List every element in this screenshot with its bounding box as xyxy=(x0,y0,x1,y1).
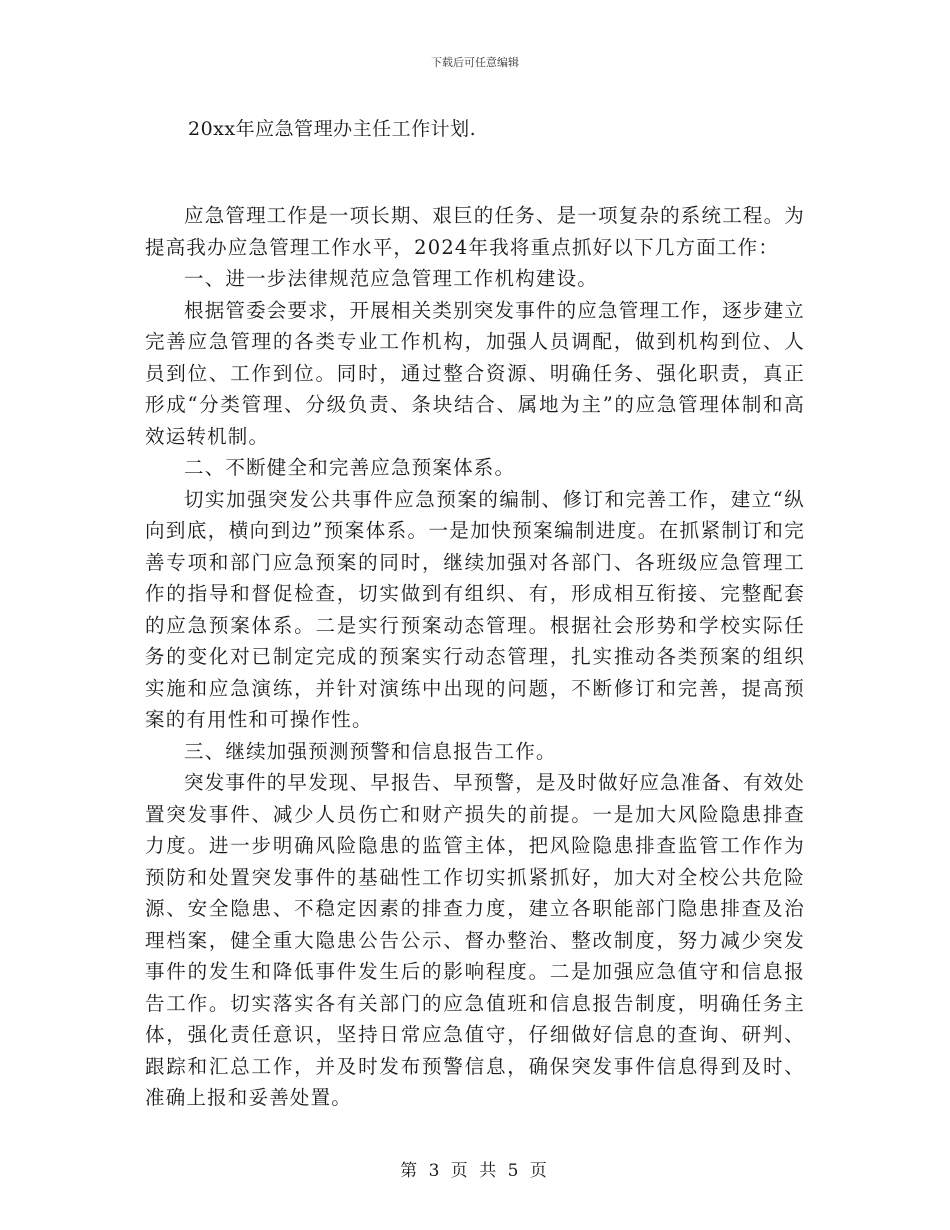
paragraph-intro: 应急管理工作是一项长期、艰巨的任务、是一项复杂的系统工程。为提高我办应急管理工作水平，2024年我将重点抓好以下几方面工作： xyxy=(145,204,806,259)
paragraph-section-3: 突发事件的早发现、早报告、早预警，是及时做好应急准备、有效处置突发事件、减少人员伤亡和财产损失的前提。一是加大风险隐患排查力度。进一步明确风险隐患的监管主体，把风险隐患排查监管工作作为预防和处置突发事件的基础性工作切实抓紧抓好，加大对全校公共危险源、安全隐患、不稳定因素的排查力度，建立各职能部门隐患排查及治理档案，健全重大隐患公告公示、督办整治、整改制度，努力减少突发事件的发生和降低事件发生后的影响程度。二是加强应急值守和信息报告工作。切实落实各有关部门的应急值班和信息报告制度，明确任务主体，强化责任意识，坚持日常应急值守，仔细做好信息的查询、研判、跟踪和汇总工作，并及时发布预警信息，确保突发事件信息得到及时、准确上报和妥善处置。 xyxy=(145,771,806,1109)
section-heading-3: 三、继续加强预测预警和信息报告工作。 xyxy=(184,739,557,763)
document-title: 20xx年应急管理办主任工作计划. xyxy=(188,118,477,140)
paragraph-section-1: 根据管委会要求，开展相关类别突发事件的应急管理工作，逐步建立完善应急管理的各类专业工作机构，加强人员调配，做到机构到位、人员到位、工作到位。同时，通过整合资源、明确任务、强化职责，真正形成“分类管理、分级负责、条块结合、属地为主”的应急管理体制和高效运转机制。 xyxy=(145,298,806,448)
section-heading-2: 二、不断健全和完善应急预案体系。 xyxy=(184,456,516,479)
page-number: 第 3 页 共 5 页 xyxy=(400,1161,550,1181)
section-heading-1: 一、进一步法律规范应急管理工作机构建设。 xyxy=(184,267,599,290)
paragraph-section-2: 切实加强突发公共事件应急预案的编制、修订和完善工作，建立“纵向到底，横向到边”预案体系。一是加快预案编制进度。在抓紧制订和完善专项和部门应急预案的同时，继续加强对各部门、各班级应急管理工作的指导和督促检查，切实做到有组织、有，形成相互衔接、完整配套的应急预案体系。二是实行预案动态管理。根据社会形势和学校实际任务的变化对已制定完成的预案实行动态管理，扎实推动各类预案的组织实施和应急演练，并针对演练中出现的问题，不断修订和完善，提高预案的有用性和可操作性。 xyxy=(145,487,805,731)
document-body xyxy=(145,200,805,1114)
page-header: 下载后可任意编辑 xyxy=(431,56,519,69)
